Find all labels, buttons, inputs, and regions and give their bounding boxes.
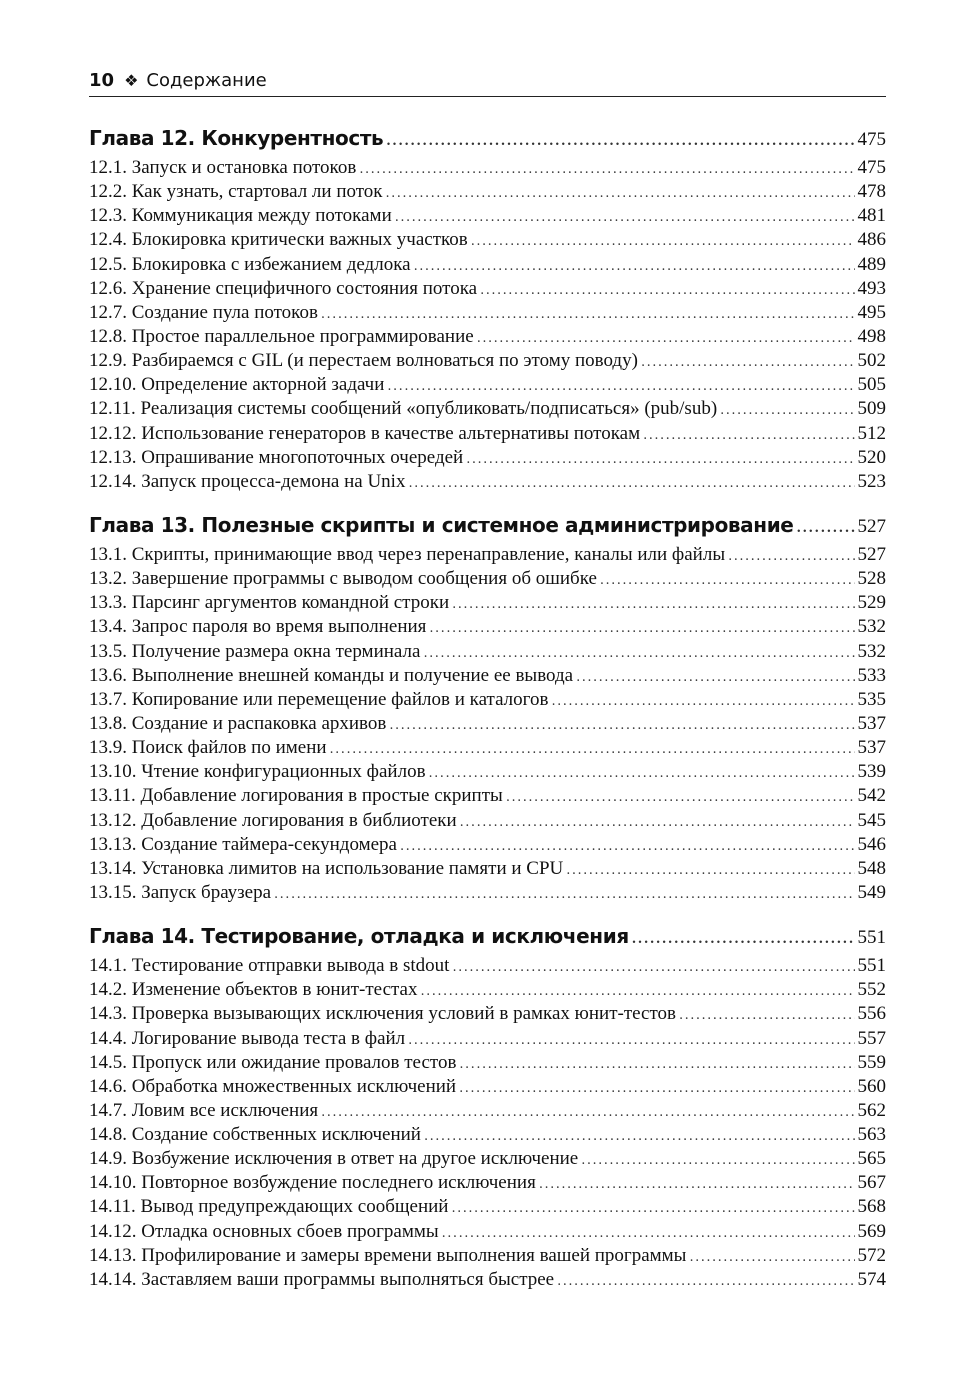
entry-page-number: 520: [857, 446, 886, 468]
toc-entry[interactable]: [89, 736, 886, 760]
entry-page-number: 546: [857, 833, 886, 855]
entry-title: 14.2. Изменение объектов в юнит-тестах: [89, 979, 418, 1001]
entry-title: 14.9. Возбужение исключения в ответ на другое исключение: [89, 1148, 579, 1170]
dot-leader: [539, 1173, 855, 1195]
dot-leader: [471, 230, 855, 252]
dot-leader: [466, 448, 854, 470]
ornament-icon: ❖: [124, 71, 139, 90]
entry-page-number: 475: [857, 157, 886, 178]
entry-title: 13.2. Завершение программы с выводом сообщения об ошибке: [89, 568, 597, 590]
entry-title: 12.7. Создание пула потоков: [89, 301, 318, 323]
entry-page-number: 556: [857, 1003, 886, 1025]
dot-leader: [429, 762, 855, 784]
entry-title: 12.12. Использование генераторов в качестве альтернативы потокам: [89, 422, 641, 444]
dot-leader: [728, 545, 854, 567]
toc-entry[interactable]: [89, 784, 886, 808]
entry-title: 13.1. Скрипты, принимающие ввод через перенаправление, каналы или файлы: [89, 543, 726, 565]
chapter-title: Глава 13. Полезные скрипты и системное администрирование: [89, 512, 794, 537]
entry-page-number: 548: [857, 857, 886, 879]
page-number: 10: [89, 70, 115, 91]
dot-leader: [274, 883, 854, 905]
entry-page-number: 539: [857, 761, 886, 783]
entry-page-number: 498: [857, 325, 886, 347]
entry-page-number: 493: [857, 277, 886, 299]
chapter-14: [89, 918, 886, 1292]
chapter-title: Глава 14. Тестирование, отладка и исключения: [89, 924, 629, 949]
entry-title: 13.5. Получение размера окна терминала: [89, 640, 421, 662]
chapter-13: [89, 507, 886, 905]
dot-leader: [689, 1246, 854, 1268]
entry-title: 12.14. Запуск процесса-демона на Unix: [89, 470, 406, 492]
toc-entry[interactable]: [89, 1051, 886, 1075]
chapter-12: [89, 120, 886, 494]
dot-leader: [400, 835, 855, 857]
entry-title: 14.14. Заставляем ваши программы выполняться быстрее: [89, 1268, 555, 1290]
dot-leader: [451, 1197, 854, 1219]
dot-leader: [506, 786, 855, 808]
dot-leader: [452, 956, 854, 978]
entry-page-number: 562: [857, 1099, 886, 1121]
entry-title: 12.11. Реализация системы сообщений «опубликовать/подписаться» (pub/sub): [89, 398, 718, 420]
entry-page-number: 489: [857, 253, 886, 275]
entry-title: 12.8. Простое параллельное программирование: [89, 325, 474, 347]
entry-title: 13.6. Выполнение внешней команды и получение ее вывода: [89, 664, 574, 686]
toc-entry[interactable]: [89, 277, 886, 301]
running-header: [89, 66, 886, 97]
toc-entry[interactable]: [89, 1268, 886, 1292]
toc-entry[interactable]: [89, 1027, 886, 1051]
toc-entry[interactable]: [89, 1147, 886, 1171]
dot-leader: [386, 124, 854, 156]
toc-entry[interactable]: [89, 954, 886, 978]
dot-leader: [321, 303, 855, 325]
toc-entry[interactable]: [89, 881, 886, 905]
entry-page-number: 535: [857, 688, 886, 710]
dot-leader: [459, 1077, 854, 1099]
entry-title: 14.1. Тестирование отправки вывода в stdout: [89, 955, 450, 977]
toc-entry[interactable]: [89, 156, 886, 180]
entry-page-number: 505: [857, 374, 886, 396]
toc-entry[interactable]: [89, 253, 886, 277]
entry-title: 14.5. Пропуск или ожидание провалов тестов: [89, 1051, 457, 1073]
dot-leader: [429, 617, 854, 639]
entry-page-number: 552: [857, 979, 886, 1001]
entry-title: 14.13. Профилирование и замеры времени выполнения вашей программы: [89, 1244, 687, 1266]
chapter-heading[interactable]: [89, 507, 886, 543]
dot-leader: [551, 690, 854, 712]
entry-page-number: 512: [857, 422, 886, 444]
entry-title: 13.7. Копирование или перемещение файлов и каталогов: [89, 688, 549, 710]
entry-title: 12.6. Хранение специфичного состояния потока: [89, 277, 478, 299]
running-title: Содержание: [146, 70, 267, 91]
entry-page-number: 557: [857, 1027, 886, 1049]
dot-leader: [641, 351, 855, 373]
entry-page-number: 542: [857, 785, 886, 807]
dot-leader: [330, 738, 855, 760]
toc-entry[interactable]: [89, 688, 886, 712]
chapter-page-number: 527: [857, 515, 886, 537]
entry-page-number: 529: [857, 592, 886, 614]
entry-title: 14.3. Проверка вызывающих исключения условий в рамках юнит-тестов: [89, 1003, 676, 1025]
entry-title: 13.3. Парсинг аргументов командной строки: [89, 592, 450, 614]
entry-page-number: 565: [857, 1148, 886, 1170]
entry-page-number: 537: [857, 737, 886, 759]
toc-entry[interactable]: [89, 204, 886, 228]
entry-page-number: 528: [857, 568, 886, 590]
entry-title: 13.14. Установка лимитов на использование памяти и CPU: [89, 857, 564, 879]
table-of-contents: [89, 120, 886, 1305]
entry-title: 12.5. Блокировка с избежанием дедлока: [89, 253, 411, 275]
entry-title: 12.4. Блокировка критически важных участков: [89, 229, 468, 251]
entry-title: 12.2. Как узнать, стартовал ли поток: [89, 181, 383, 203]
chapter-heading[interactable]: [89, 918, 886, 954]
dot-leader: [442, 1222, 855, 1244]
toc-entry[interactable]: [89, 1075, 886, 1099]
toc-entry[interactable]: [89, 470, 886, 494]
toc-entry[interactable]: [89, 543, 886, 567]
entry-title: 14.7. Ловим все исключения: [89, 1099, 319, 1121]
dot-leader: [387, 375, 854, 397]
entry-page-number: 569: [857, 1220, 886, 1242]
entry-page-number: 545: [857, 809, 886, 831]
entry-page-number: 551: [857, 955, 886, 977]
toc-entry[interactable]: [89, 325, 886, 349]
dot-leader: [643, 424, 854, 446]
entry-title: 12.9. Разбираемся с GIL (и перестаем волноваться по этому поводу): [89, 350, 638, 372]
dot-leader: [557, 1270, 854, 1292]
toc-entry[interactable]: [89, 397, 886, 421]
chapter-page-number: 475: [857, 129, 886, 150]
entry-title: 13.11. Добавление логирования в простые скрипты: [89, 785, 503, 807]
dot-leader: [576, 666, 854, 688]
toc-entry[interactable]: [89, 615, 886, 639]
toc-entry[interactable]: [89, 640, 886, 664]
entry-title: 14.6. Обработка множественных исключений: [89, 1075, 457, 1097]
toc-entry[interactable]: [89, 664, 886, 688]
entry-page-number: 486: [857, 229, 886, 251]
toc-entry[interactable]: [89, 1099, 886, 1123]
entry-title: 13.10. Чтение конфигурационных файлов: [89, 761, 426, 783]
toc-entry[interactable]: [89, 978, 886, 1002]
dot-leader: [452, 593, 854, 615]
toc-entry[interactable]: [89, 1244, 886, 1268]
dot-leader: [632, 922, 855, 954]
entry-title: 12.13. Опрашивание многопоточных очередей: [89, 446, 464, 468]
entry-page-number: 527: [857, 543, 886, 565]
toc-entry[interactable]: [89, 1002, 886, 1026]
dot-leader: [423, 642, 854, 664]
toc-entry[interactable]: [89, 422, 886, 446]
entry-page-number: 549: [857, 881, 886, 903]
entry-page-number: 560: [857, 1075, 886, 1097]
entry-page-number: 532: [857, 640, 886, 662]
entry-title: 13.8. Создание и распаковка архивов: [89, 712, 387, 734]
dot-leader: [359, 158, 854, 180]
dot-leader: [679, 1004, 855, 1026]
entry-page-number: 563: [857, 1124, 886, 1146]
entry-title: 14.12. Отладка основных сбоев программы: [89, 1220, 439, 1242]
dot-leader: [395, 206, 855, 228]
toc-entry[interactable]: [89, 1220, 886, 1244]
dot-leader: [321, 1101, 854, 1123]
entry-page-number: 567: [857, 1172, 886, 1194]
entry-title: 12.3. Коммуникация между потоками: [89, 205, 392, 227]
dot-leader: [581, 1149, 854, 1171]
entry-title: 13.15. Запуск браузера: [89, 881, 272, 903]
chapter-heading[interactable]: [89, 120, 886, 156]
dot-leader: [389, 714, 854, 736]
chapter-title: Глава 12. Конкурентность: [89, 126, 384, 150]
toc-entry[interactable]: [89, 301, 886, 325]
entry-page-number: 568: [857, 1196, 886, 1218]
dot-leader: [459, 1053, 854, 1075]
toc-entry[interactable]: [89, 1123, 886, 1147]
entry-page-number: 537: [857, 712, 886, 734]
dot-leader: [414, 255, 855, 277]
toc-entry[interactable]: [89, 373, 886, 397]
toc-entry[interactable]: [89, 760, 886, 784]
entry-title: 13.4. Запрос пароля во время выполнения: [89, 616, 427, 638]
dot-leader: [408, 1029, 854, 1051]
dot-leader: [460, 811, 855, 833]
entry-page-number: 532: [857, 616, 886, 638]
toc-entry[interactable]: [89, 857, 886, 881]
toc-entry[interactable]: [89, 1195, 886, 1219]
toc-entry[interactable]: [89, 591, 886, 615]
entry-title: 13.9. Поиск файлов по имени: [89, 737, 327, 759]
dot-leader: [480, 279, 854, 301]
dot-leader: [796, 511, 854, 543]
entry-title: 13.12. Добавление логирования в библиотеки: [89, 809, 457, 831]
toc-entry[interactable]: [89, 446, 886, 470]
entry-title: 14.4. Логирование вывода теста в файл: [89, 1027, 406, 1049]
toc-entry[interactable]: [89, 809, 886, 833]
entry-title: 14.10. Повторное возбуждение последнего исключения: [89, 1172, 536, 1194]
entry-page-number: 509: [857, 398, 886, 420]
dot-leader: [566, 859, 854, 881]
entry-title: 14.8. Создание собственных исключений: [89, 1124, 421, 1146]
dot-leader: [420, 980, 854, 1002]
toc-entry[interactable]: [89, 228, 886, 252]
dot-leader: [720, 399, 854, 421]
toc-entry[interactable]: [89, 567, 886, 591]
toc-entry[interactable]: [89, 349, 886, 373]
entry-page-number: 481: [857, 205, 886, 227]
entry-page-number: 533: [857, 664, 886, 686]
dot-leader: [386, 182, 855, 204]
entry-page-number: 478: [857, 181, 886, 203]
toc-entry[interactable]: [89, 180, 886, 204]
chapter-page-number: 551: [857, 927, 886, 949]
entry-title: 14.11. Вывод предупреждающих сообщений: [89, 1196, 449, 1218]
entry-page-number: 572: [857, 1244, 886, 1266]
entry-page-number: 574: [857, 1268, 886, 1290]
entry-page-number: 502: [857, 350, 886, 372]
toc-entry[interactable]: [89, 712, 886, 736]
toc-entry[interactable]: [89, 1171, 886, 1195]
dot-leader: [424, 1125, 855, 1147]
entry-page-number: 523: [857, 470, 886, 492]
dot-leader: [477, 327, 855, 349]
entry-page-number: 495: [857, 301, 886, 323]
entry-title: 13.13. Создание таймера-секундомера: [89, 833, 397, 855]
entry-title: 12.1. Запуск и остановка потоков: [89, 157, 357, 178]
dot-leader: [408, 472, 854, 494]
toc-entry[interactable]: [89, 833, 886, 857]
dot-leader: [600, 569, 855, 591]
entry-page-number: 559: [857, 1051, 886, 1073]
entry-title: 12.10. Определение акторной задачи: [89, 374, 385, 396]
